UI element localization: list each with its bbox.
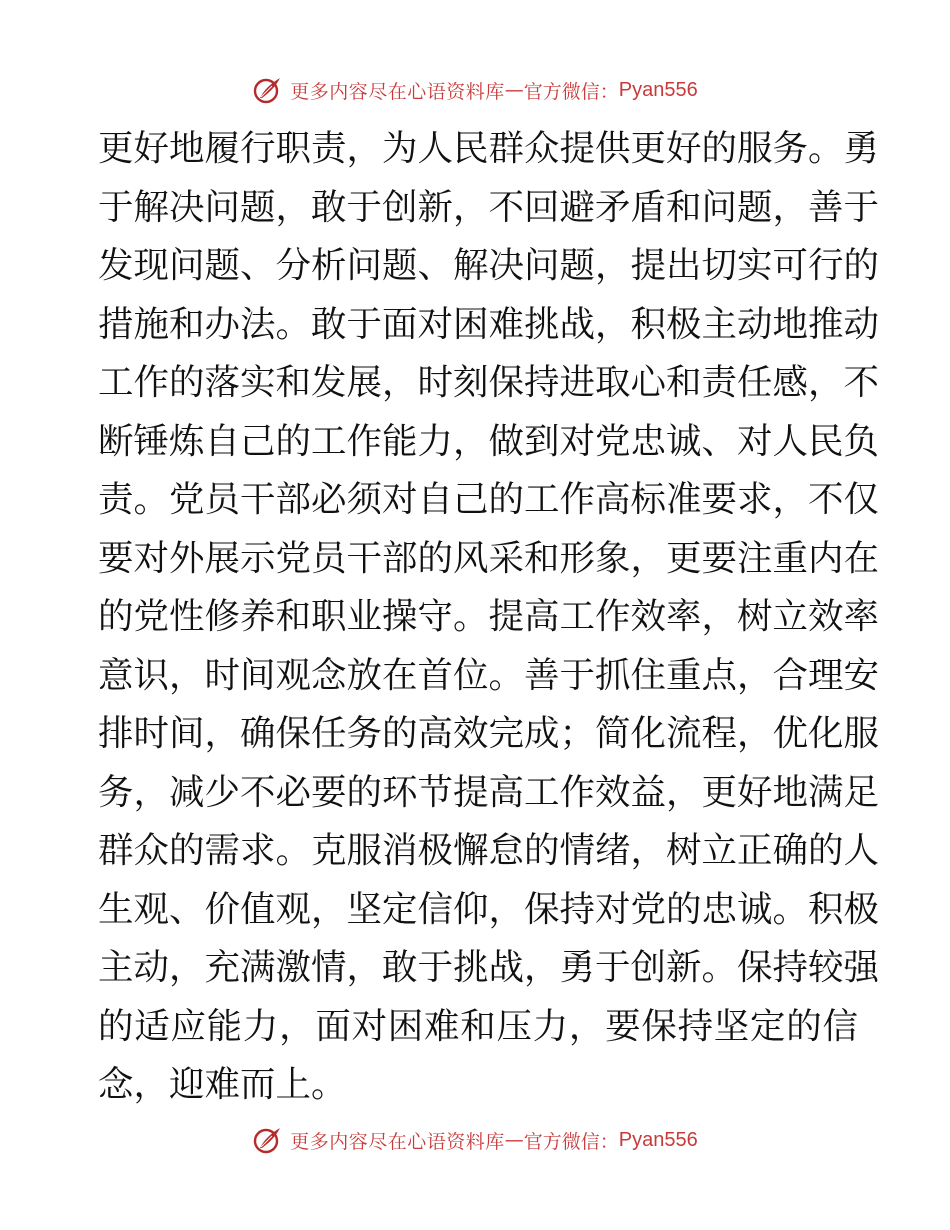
header-banner <box>0 70 950 110</box>
feather-pen-circle-icon <box>252 74 284 106</box>
body-line: 工作的落实和发展，时刻保持进取心和责任感，不 <box>98 362 880 403</box>
banner-separator: — <box>504 79 524 101</box>
body-line: 意识，时间观念放在首位。善于抓住重点，合理安 <box>98 654 880 696</box>
feather-pen-circle-icon <box>252 1124 284 1156</box>
body-line: 的适应能力，面对困难和压力，要保持坚定的信 <box>98 1005 858 1047</box>
document-body <box>98 120 880 1115</box>
body-line: 念，迎难而上。 <box>98 1064 347 1105</box>
footer-banner <box>0 1120 950 1160</box>
body-line: 群众的需求。克服消极懈怠的情绪，树立正确的人 <box>98 830 880 871</box>
banner-brand-text: 更多内容尽在心语资料库 <box>290 1130 505 1153</box>
banner-wechat-label: 官方微信： <box>523 80 619 103</box>
body-line: 务，减少不必要的环节提高工作效益，更好地满足 <box>98 771 880 813</box>
banner-separator: — <box>504 1129 524 1151</box>
body-line: 断锤炼自己的工作能力，做到对党忠诚、对人民负 <box>98 420 880 462</box>
banner-brand-text: 更多内容尽在心语资料库 <box>290 80 505 103</box>
body-line: 责。党员干部必须对自己的工作高标准要求，不仅 <box>98 479 880 520</box>
body-line: 于解决问题，敢于创新，不回避矛盾和问题，善于 <box>98 186 880 228</box>
body-line: 更好地履行职责，为人民群众提供更好的服务。勇 <box>98 128 880 169</box>
body-line: 要对外展示党员干部的风采和形象，更要注重内在 <box>98 537 880 579</box>
banner-wechat-id: Pyan556 <box>618 78 698 101</box>
body-line: 主动，充满激情，敢于挑战，勇于创新。保持较强 <box>98 947 880 988</box>
body-line: 措施和办法。敢于面对困难挑战，积极主动地推动 <box>98 303 880 345</box>
body-line: 生观、价值观，坚定信仰，保持对党的忠诚。积极 <box>98 888 880 930</box>
body-line: 排时间，确保任务的高效完成；简化流程，优化服 <box>98 713 880 754</box>
banner-wechat-id: Pyan556 <box>618 1128 698 1151</box>
body-line: 的党性修养和职业操守。提高工作效率，树立效率 <box>98 596 880 637</box>
banner-wechat-label: 官方微信： <box>523 1130 619 1153</box>
body-line: 发现问题、分析问题、解决问题，提出切实可行的 <box>98 245 880 286</box>
